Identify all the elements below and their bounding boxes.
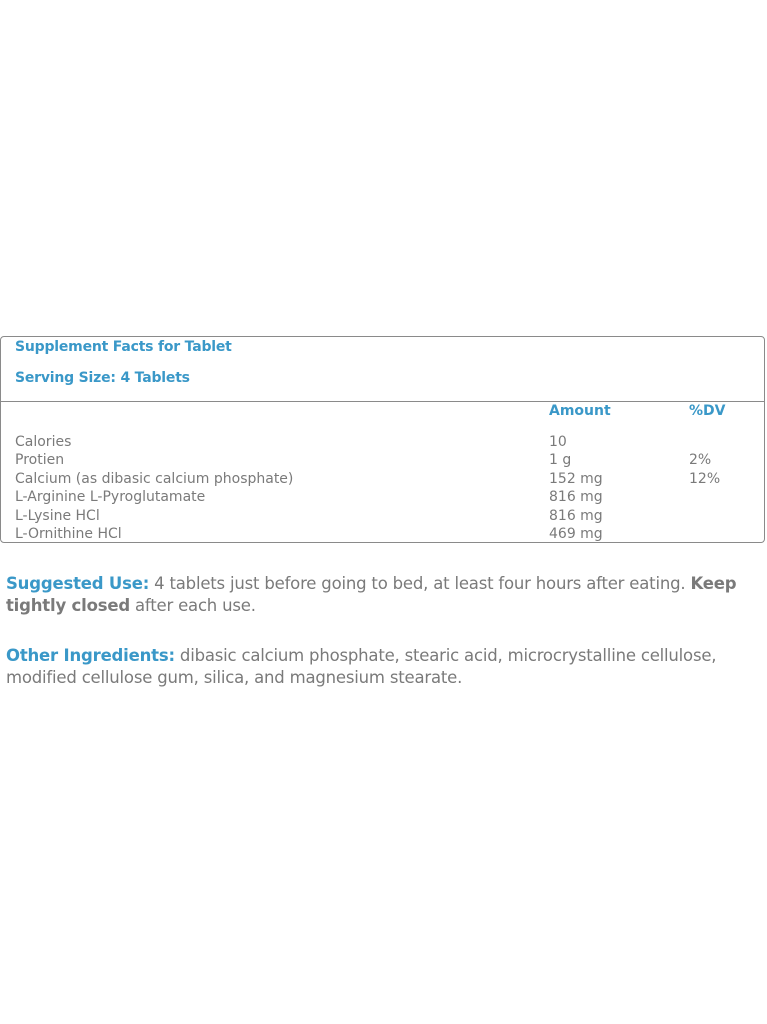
dv-column-header: %DV (689, 403, 726, 419)
nutrient-name: Protien (15, 452, 65, 469)
nutrient-amount: 152 mg (549, 470, 603, 487)
facts-row (1, 508, 764, 526)
nutrient-name: L-Arginine L-Pyroglutamate (15, 489, 206, 506)
facts-row (1, 489, 764, 507)
nutrient-amount: 10 (549, 434, 567, 450)
facts-title: Supplement Facts for Tablet (15, 339, 232, 355)
nutrient-amount: 816 mg (549, 489, 603, 506)
facts-row (1, 526, 764, 544)
nutrient-name: L-Lysine HCl (15, 507, 100, 524)
supplement-facts-panel (0, 336, 765, 543)
nutrient-amount: 816 mg (549, 507, 603, 524)
nutrient-name: L-Ornithine HCl (15, 525, 122, 542)
suggested-use-text: 4 tablets just before going to bed, at least four hours after eating. (149, 574, 691, 593)
nutrient-name: Calories (15, 434, 72, 450)
suggested-use-label: Suggested Use: (6, 574, 150, 593)
other-ingredients-label: Other Ingredients: (6, 646, 175, 665)
nutrient-dv: 2% (689, 452, 712, 469)
suggested-use-emphasis: Keep tightly closed (6, 574, 737, 615)
suggested-use-tail: after each use. (129, 596, 256, 615)
facts-header (1, 337, 764, 402)
facts-row (1, 434, 764, 452)
nutrient-dv: 12% (689, 470, 721, 487)
serving-size: Serving Size: 4 Tablets (15, 370, 190, 386)
facts-row (1, 452, 764, 470)
facts-row (1, 471, 764, 489)
facts-rows (1, 434, 764, 544)
suggested-use-paragraph (6, 573, 761, 617)
facts-column-headers (1, 403, 764, 425)
other-ingredients-paragraph (6, 645, 761, 689)
other-ingredients-text: dibasic calcium phosphate, stearic acid, microcrystalline cellulose, modified cellulose gum, silica, and magnesium stearate. (6, 646, 717, 687)
nutrient-amount: 1 g (549, 452, 572, 469)
nutrient-name: Calcium (as dibasic calcium phosphate) (15, 470, 294, 487)
nutrient-amount: 469 mg (549, 525, 603, 542)
amount-column-header: Amount (549, 403, 611, 419)
